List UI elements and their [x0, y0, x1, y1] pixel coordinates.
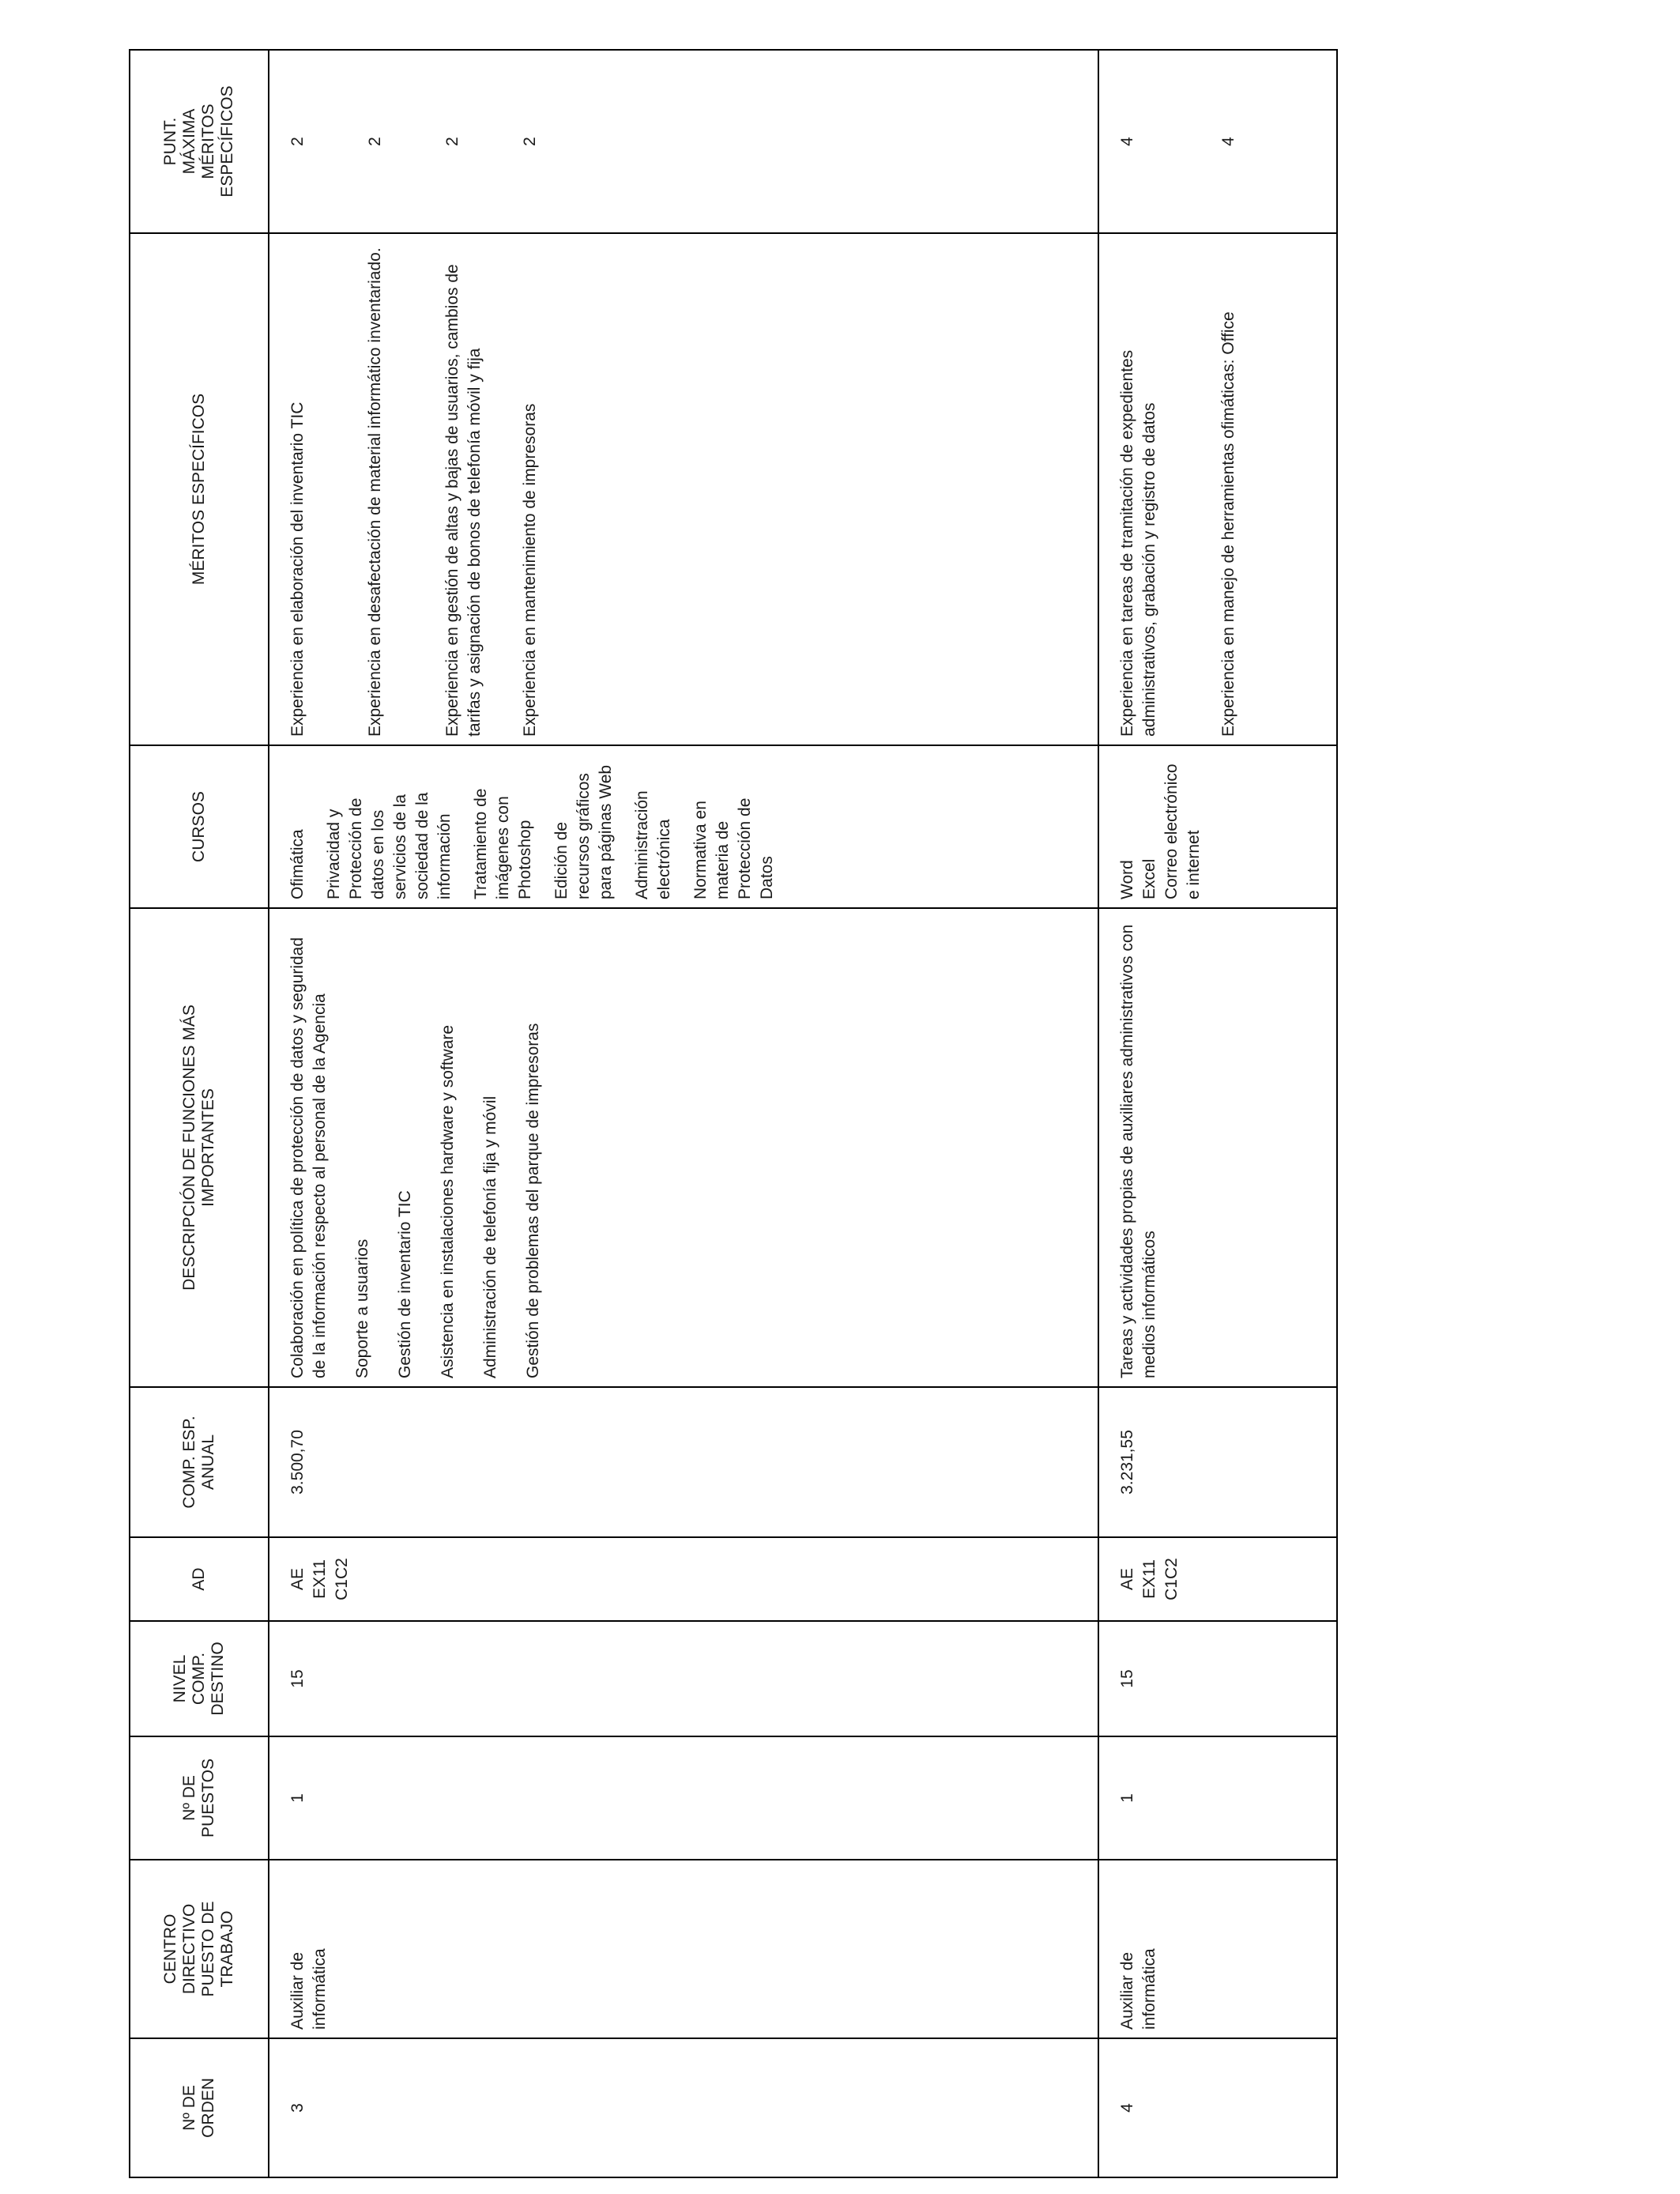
- cell-meritos: [1098, 233, 1337, 745]
- punt-value: 2: [443, 137, 461, 146]
- punt-value: 4: [1219, 137, 1237, 146]
- curso-item: Tratamiento de imágenes con Photoshop: [472, 788, 534, 899]
- cell-funciones: [269, 908, 1098, 1387]
- merito-item: Experiencia en tareas de tramitación de expedientes administrativos, grabación y registro de datos: [1118, 349, 1158, 737]
- cell-comp: 3.231,55: [1098, 1387, 1337, 1537]
- header-comp: COMP. ESP. ANUAL: [130, 1387, 269, 1537]
- curso-item: Privacidad y Protección de datos en los servicios de la sociedad de la información: [325, 792, 454, 899]
- header-row: [130, 50, 269, 2177]
- header-meritos: MÉRITOS ESPECÍFICOS: [130, 233, 269, 745]
- cell-cursos: [269, 745, 1098, 908]
- punt-value: 2: [366, 137, 384, 146]
- punt-value: 2: [521, 137, 539, 146]
- cell-ad: AE EX11 C1C2: [1098, 1537, 1337, 1621]
- table-row: [1098, 50, 1337, 2177]
- cell-centro: Auxiliar de informática: [269, 1860, 1098, 2038]
- cell-centro: Auxiliar de informática: [1098, 1860, 1337, 2038]
- merito-item: Experiencia en mantenimiento de impresoras: [521, 403, 539, 737]
- cell-comp: 3.500,70: [269, 1387, 1098, 1537]
- curso-item: Normativa en materia de Protección de Datos: [691, 797, 776, 899]
- cell-punt: [269, 50, 1098, 233]
- curso-item: Administración electrónica: [633, 790, 673, 899]
- header-cursos: CURSOS: [130, 745, 269, 908]
- header-ad: AD: [130, 1537, 269, 1621]
- header-centro: CENTRO DIRECTIVO PUESTO DE TRABAJO: [130, 1860, 269, 2038]
- cell-meritos: [269, 233, 1098, 745]
- funcion-item: Colaboración en política de protección de datos y seguridad de la información respecto al personal de la Agencia: [288, 937, 329, 1378]
- rotated-page: [129, 51, 1336, 2178]
- cell-puestos: 1: [1098, 1736, 1337, 1860]
- punt-value: 2: [288, 137, 307, 146]
- header-punt: PUNT. MÁXIMA MÉRITOS ESPECÍFICOS: [130, 50, 269, 233]
- cell-nivel: 15: [1098, 1621, 1337, 1736]
- funcion-item: Administración de telefonía fija y móvil: [481, 1095, 499, 1378]
- curso-item: Edición de recursos gráficos para páginas Web: [552, 764, 615, 899]
- cell-orden: 4: [1098, 2038, 1337, 2177]
- curso-item: Ofimática: [288, 829, 307, 899]
- funcion-item: Gestión de problemas del parque de impresoras: [524, 1023, 542, 1378]
- cell-punt: [1098, 50, 1337, 233]
- curso-item: Word Excel Correo electrónico e internet: [1118, 763, 1203, 899]
- cell-ad: AE EX11 C1C2: [269, 1537, 1098, 1621]
- cell-funciones: [1098, 908, 1337, 1387]
- header-orden: Nº DE ORDEN: [130, 2038, 269, 2177]
- funcion-item: Soporte a usuarios: [353, 1238, 371, 1378]
- header-nivel: NIVEL COMP. DESTINO: [130, 1621, 269, 1736]
- header-puestos: Nº DE PUESTOS: [130, 1736, 269, 1860]
- cell-nivel: 15: [269, 1621, 1098, 1736]
- funcion-item: Gestión de inventario TIC: [396, 1190, 414, 1378]
- merito-item: Experiencia en gestión de altas y bajas de usuarios, cambios de tarifas y asignación de bonos de telefonía móvil y fija: [443, 264, 484, 737]
- merito-item: Experiencia en manejo de herramientas ofimáticas: Office: [1219, 311, 1237, 737]
- merito-item: Experiencia en elaboración del inventario TIC: [288, 401, 307, 737]
- cell-puestos: 1: [269, 1736, 1098, 1860]
- funcion-item: Asistencia en instalaciones hardware y software: [439, 1024, 457, 1378]
- table-row: [269, 50, 1098, 2177]
- cell-orden: 3: [269, 2038, 1098, 2177]
- funcion-item: Tareas y actividades propias de auxiliares administrativos con medios informáticos: [1118, 924, 1158, 1378]
- cell-cursos: [1098, 745, 1337, 908]
- header-funciones: DESCRIPCIÓN DE FUNCIONES MÁS IMPORTANTES: [130, 908, 269, 1387]
- merito-item: Experiencia en desafectación de material informático inventariado.: [366, 247, 384, 737]
- positions-table: [129, 49, 1338, 2178]
- punt-value: 4: [1118, 137, 1136, 146]
